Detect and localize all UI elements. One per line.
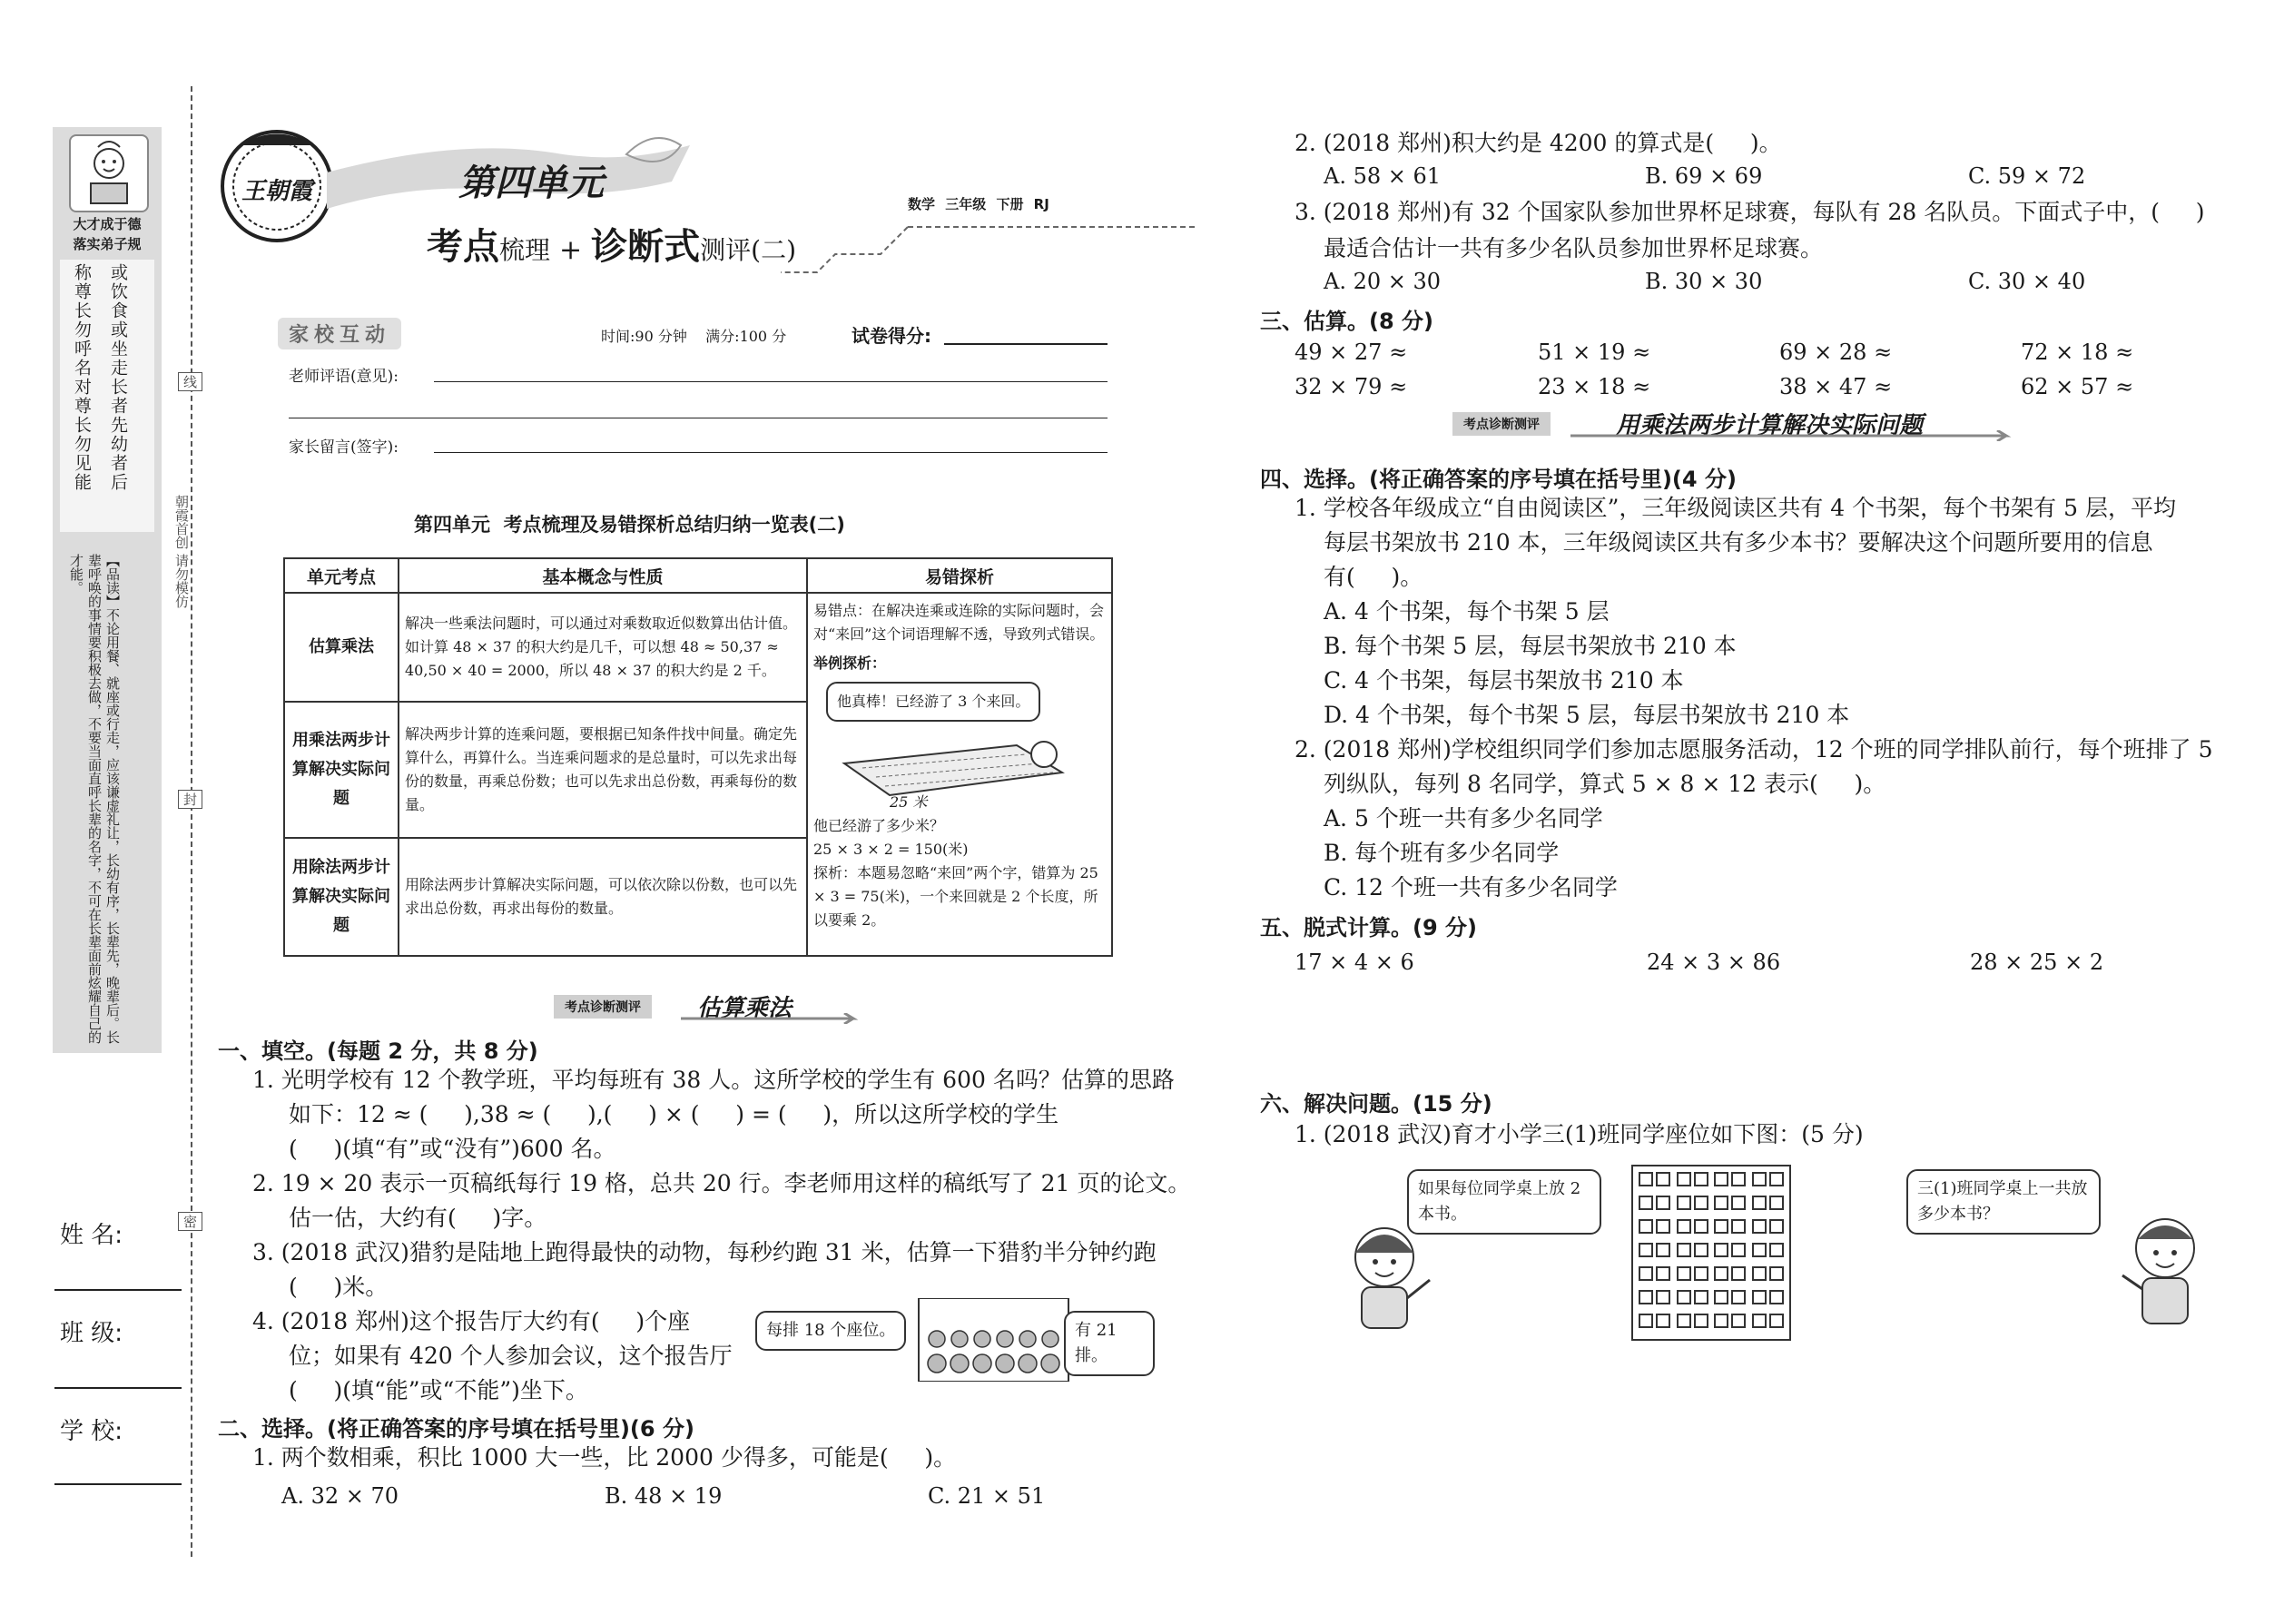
d1-option-b[interactable]: B. 每个书架 5 层，每层书架放书 210 本 (1324, 633, 1737, 659)
fold-label-secret: 密 (178, 1212, 202, 1231)
q3-line2: ( )米。 (289, 1274, 389, 1300)
banner-title-right: 用乘法两步计算解决实际问题 (1616, 412, 1924, 439)
seats-per-row-bubble: 每排 18 个座位。 (755, 1311, 906, 1351)
q4-line3: ( )(填“能”或“不能”)坐下。 (289, 1377, 588, 1403)
girl-speech-bubble: 如果每位同学桌上放 2 本书。 (1407, 1169, 1601, 1235)
sidebar-panel (53, 127, 162, 1053)
q2-line2: 估一估，大约有( )字。 (289, 1205, 547, 1231)
reading-text: 【品读】不论用餐、就座或行走，应该谦虚礼让，长幼有序，长辈先，晚辈后。长辈呼唤的事情要积极去做，不要当面直呼长辈的名字，不可在长辈面前炫耀自己的才能。 (68, 554, 121, 1044)
error-analysis-cell (807, 593, 1112, 956)
d2-line1: 2. (2018 郑州)学校组织同学们参加志愿服务活动，12 个班的同学排队前行，每个班排了 5 (1295, 736, 2213, 763)
banner-tag: 考点诊断测评 (554, 995, 652, 1019)
q3-line1: 3. (2018 武汉)猎豹是陆地上跑得最快的动物，每秒约跑 31 米，估算一下猎豹半分钟约跑 (252, 1239, 1157, 1265)
parent-note-field[interactable] (434, 452, 1108, 453)
d1-line1: 1. 学校各年级成立“自由阅读区”，三年级阅读区共有 4 个书架，每个书架有 5 层，平均 (1295, 495, 2176, 521)
swimming-pool-illustration (835, 727, 1071, 809)
choice-1-question: 1. 两个数相乘，积比 1000 大一些，比 2000 少得多，可能是( )。 (252, 1444, 957, 1471)
row-count-bubble: 有 21 排。 (1064, 1311, 1155, 1376)
boy-illustration (2115, 1207, 2215, 1334)
q1-line2: 如下：12 ≈ ( ),38 ≈ ( ),( ) × ( ) = ( )，所以这所学校的学生 (289, 1101, 1059, 1127)
summary-table (283, 557, 1113, 957)
choice-2-option-b[interactable]: B. 69 × 69 (1645, 163, 1763, 189)
time-info: 时间:90 分钟 满分:100 分 (601, 328, 787, 345)
estimate-3: 69 × 28 ≈ (1779, 340, 1893, 365)
fold-label-seal: 封 (178, 790, 202, 809)
school-field[interactable] (54, 1483, 182, 1485)
calc-2: 24 × 3 × 86 (1647, 950, 1781, 975)
error-question: 他已经游了多少米？ (813, 817, 945, 834)
error-speech-bubble: 他真棒！已经游了 3 个来回。 (826, 682, 1040, 722)
fold-line (191, 86, 192, 1557)
name-label: 姓 名: (60, 1222, 123, 1249)
choice-3-option-c[interactable]: C. 30 × 40 (1968, 269, 2086, 294)
section-4-title: 四、选择。(将正确答案的序号填在括号里)(4 分) (1260, 467, 1737, 492)
row-body-multiply-two-step: 解决两步计算的连乘问题，要根据已知条件找中间量。确定先算什么，再算什么。当连乘问题求的是总量时，可以先求出每份的数量，再乘总份数；也可以先求出总份数，再乘每份的数量。 (399, 702, 807, 838)
section-banner-multiply (1452, 408, 2015, 439)
page-title: 考点梳理 + 诊断式测评(二) (427, 226, 797, 268)
estimate-8: 62 × 57 ≈ (2021, 374, 2134, 399)
motto-bottom: 落实弟子规 (73, 236, 142, 252)
d1-line3: 有( )。 (1324, 564, 1423, 590)
choice-2-option-c[interactable]: C. 59 × 72 (1968, 163, 2086, 189)
choice-1-option-c[interactable]: C. 21 × 51 (928, 1483, 1046, 1509)
boy-speech-bubble: 三(1)班同学桌上一共放多少本书？ (1906, 1169, 2101, 1235)
row-body-divide-two-step: 用除法两步计算解决实际问题，可以依次除以份数，也可以先求出总份数，再求出每份的数量。 (399, 838, 807, 956)
fold-label-line: 线 (178, 372, 202, 391)
motto-top: 大才成于德 (73, 216, 142, 232)
section-1-title: 一、填空。(每题 2 分，共 8 分) (218, 1038, 538, 1064)
estimate-5: 32 × 79 ≈ (1295, 374, 1408, 399)
q2-line1: 2. 19 × 20 表示一页稿纸每行 19 格，总共 20 行。李老师用这样的稿纸写了 21 页的论文。 (252, 1170, 1191, 1196)
error-explanation: 探析：本题易忽略“来回”两个字，错算为 25 × 3 = 75(米)，一个来回就是 2 个长度，所以要乘 2。 (813, 864, 1098, 929)
score-label: 试卷得分: (852, 325, 931, 347)
estimate-4: 72 × 18 ≈ (2021, 340, 2134, 365)
unit-title: 第四单元 (458, 162, 604, 204)
estimate-1: 49 × 27 ≈ (1295, 340, 1408, 365)
estimate-2: 51 × 19 ≈ (1538, 340, 1651, 365)
header-dashes (781, 218, 1216, 281)
row-head-multiply-two-step: 用乘法两步计算解决实际问题 (284, 702, 399, 838)
brand-logo (218, 127, 336, 245)
girl-illustration (1334, 1216, 1443, 1334)
class-field[interactable] (54, 1387, 182, 1389)
choice-1-option-a[interactable]: A. 32 × 70 (281, 1483, 399, 1509)
error-correct-calc: 25 × 3 × 2 = 150(米) (813, 841, 969, 858)
error-example-label: 举例探析： (813, 655, 887, 672)
section-2-title: 二、选择。(将正确答案的序号填在括号里)(6 分) (218, 1416, 694, 1442)
verse-text-left: 称尊长勿呼名对尊长勿见能 (72, 263, 92, 492)
section-banner-estimate (554, 991, 853, 1022)
auditorium-illustration (755, 1298, 1155, 1382)
d2-option-b[interactable]: B. 每个班有多少名同学 (1324, 840, 1560, 866)
col-header-errors: 易错探析 (807, 558, 1112, 593)
d1-option-d[interactable]: D. 4 个书架，每个书架 5 层，每层书架放书 210 本 (1324, 702, 1850, 728)
d2-line2: 列纵队，每列 8 名同学，算式 5 × 8 × 12 表示( )。 (1324, 771, 1886, 797)
estimate-6: 23 × 18 ≈ (1538, 374, 1651, 399)
section-5-title: 五、脱式计算。(9 分) (1260, 915, 1477, 940)
col-header-concept: 基本概念与性质 (399, 558, 807, 593)
choice-1-option-b[interactable]: B. 48 × 19 (605, 1483, 723, 1509)
book-meta: 数学 三年级 下册 RJ (908, 196, 1049, 212)
home-school-tag: 家校互动 (278, 318, 401, 349)
teacher-comment-field[interactable] (434, 381, 1108, 382)
logo-text: 王朝霞 (241, 178, 312, 205)
estimate-7: 38 × 47 ≈ (1779, 374, 1893, 399)
q4-line1: 4. (2018 郑州)这个报告厅大约有( )个座 (252, 1308, 691, 1334)
choice-3-option-b[interactable]: B. 30 × 30 (1645, 269, 1763, 294)
section-3-title: 三、估算。(8 分) (1260, 309, 1433, 334)
banner-title: 估算乘法 (697, 995, 793, 1022)
choice-3-line1: 3. (2018 郑州)有 32 个国家队参加世界杯足球赛，每队有 28 名队员。下面式子中，( ) (1295, 199, 2205, 225)
col-header-topic: 单元考点 (284, 558, 399, 593)
summary-title: 第四单元 考点梳理及易错探析总结归纳一览表(二) (414, 514, 845, 536)
section-6-title: 六、解决问题。(15 分) (1260, 1091, 1492, 1117)
child-reading-illustration (69, 134, 149, 212)
d2-option-a[interactable]: A. 5 个班一共有多少名同学 (1324, 805, 1603, 832)
choice-2-option-a[interactable]: A. 58 × 61 (1324, 163, 1442, 189)
pool-length-label: 25 米 (890, 793, 928, 811)
teacher-comment-label: 老师评语(意见): (289, 368, 399, 386)
calc-1: 17 × 4 × 6 (1295, 950, 1414, 975)
d1-option-a[interactable]: A. 4 个书架，每个书架 5 层 (1324, 598, 1610, 625)
q1-line1: 1. 光明学校有 12 个教学班，平均每班有 38 人。这所学校的学生有 600 名吗？估算的思路 (252, 1067, 1175, 1093)
choice-3-line2: 最适合估计一共有多少名队员参加世界杯足球赛。 (1324, 235, 1824, 261)
q4-line2: 位；如果有 420 个人参加会议，这个报告厅 (289, 1343, 733, 1369)
calc-3: 28 × 25 × 2 (1970, 950, 2104, 975)
class-label: 班 级: (60, 1320, 123, 1347)
row-head-divide-two-step: 用除法两步计算解决实际问题 (284, 838, 399, 956)
score-field[interactable] (944, 343, 1108, 345)
d1-line2: 每层书架放书 210 本，三年级阅读区共有多少本书？要解决这个问题所要用的信息 (1324, 529, 2153, 556)
seat-chart (1631, 1165, 1791, 1341)
d2-option-c[interactable]: C. 12 个班一共有多少名同学 (1324, 874, 1618, 901)
q1-line3: ( )(填“有”或“没有”)600 名。 (289, 1136, 616, 1162)
d1-option-c[interactable]: C. 4 个书架，每层书架放书 210 本 (1324, 667, 1684, 694)
problem-1-question: 1. (2018 武汉)育才小学三(1)班同学座位如下图：(5 分) (1295, 1121, 1864, 1147)
banner-tag-right: 考点诊断测评 (1452, 412, 1551, 436)
name-field[interactable] (54, 1289, 182, 1291)
verse-text-right: 或饮食或坐走长者先幼者后 (108, 263, 128, 492)
row-head-estimate: 估算乘法 (284, 593, 399, 702)
school-label: 学 校: (60, 1418, 123, 1445)
fold-label-note: 朝霞首创 请勿模仿 (173, 495, 190, 608)
choice-3-option-a[interactable]: A. 20 × 30 (1324, 269, 1442, 294)
row-body-estimate: 解决一些乘法问题时，可以通过对乘数取近似数算出估计值。如计算 48 × 37 的积大约是几千，可以想 48 ≈ 50,37 ≈ 40,50 × 40 = 2000，所以 48 × 37 的积大约是 2 千。 (399, 593, 807, 702)
error-point: 易错点：在解决连乘或连除的实际问题时，会对“来回”这个词语理解不透，导致列式错误。 (813, 602, 1105, 643)
choice-2-question: 2. (2018 郑州)积大约是 4200 的算式是( )。 (1295, 130, 1782, 156)
parent-note-label: 家长留言(签字): (289, 438, 399, 457)
